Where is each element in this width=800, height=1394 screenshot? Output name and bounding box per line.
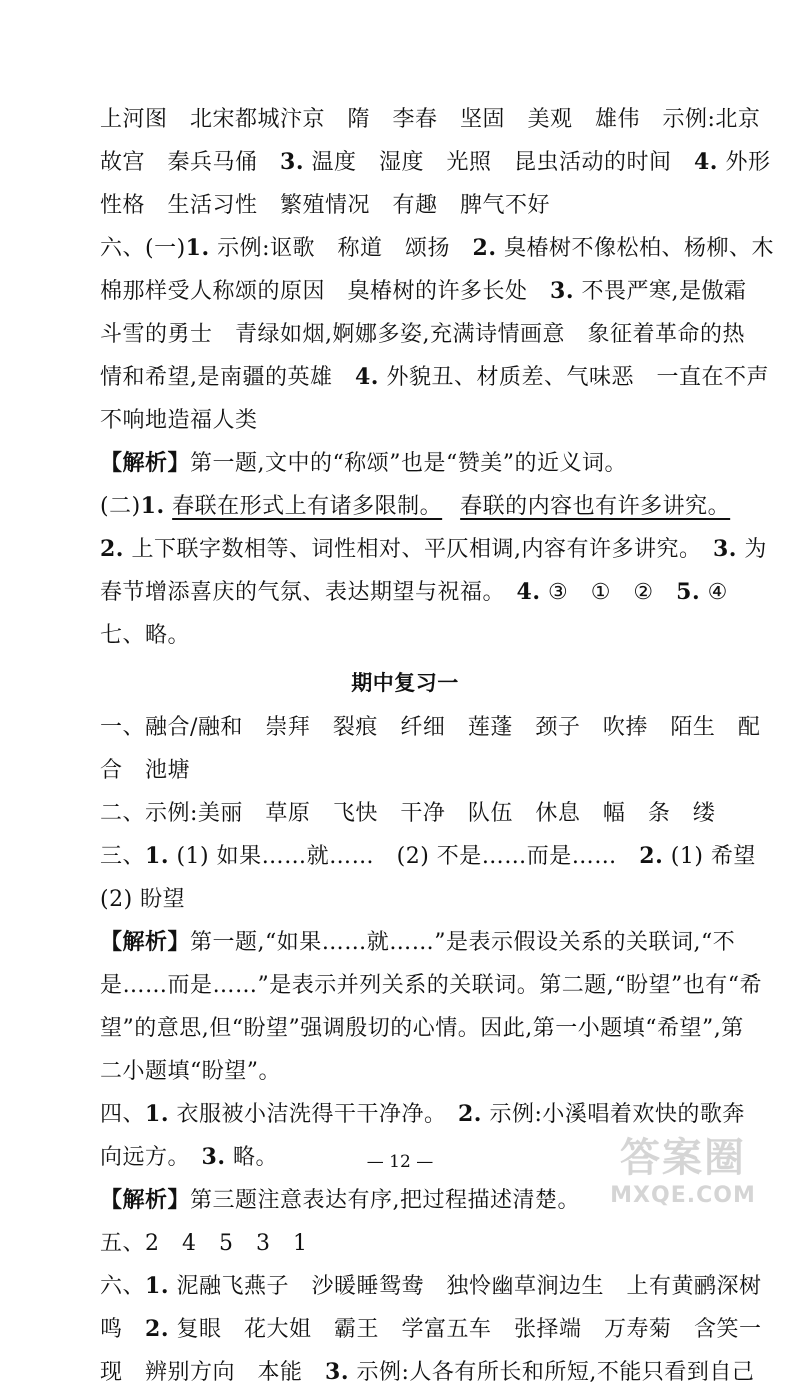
text-line: 是……而是……”是表示并列关系的关联词。第二题,“盼望”也有“希 [100, 973, 762, 998]
text-line: 三、1. (1) 如果……就…… (2) 不是……而是…… 2. (1) 希望 [100, 843, 756, 869]
text-line: 望”的意思,但“盼望”强调殷切的心情。因此,第一小题填“希望”,第 [100, 1016, 744, 1041]
text-line: 合 池塘 [100, 758, 191, 783]
text-line: 现 辨别方向 本能 3. 示例:人各有所长和所短,不能只看到自己 [100, 1359, 755, 1385]
text-line: 性格 生活习性 繁殖情况 有趣 脾气不好 [100, 193, 551, 218]
text-line: 二小题填“盼望”。 [100, 1059, 281, 1084]
analysis-line: 【解析】第一题,文中的“称颂”也是“赞美”的近义词。 [100, 450, 627, 476]
page-number: — 12 — [366, 1152, 434, 1172]
text-line: (二)1. 春联在形式上有诸多限制。 春联的内容也有许多讲究。 [100, 493, 731, 519]
section-title: 期中复习一 [351, 670, 459, 695]
text-line: 六、(一)1. 示例:讴歌 称道 颂扬 2. 臭椿树不像松柏、杨柳、木 [100, 235, 775, 261]
text-line: 上河图 北宋都城汴京 隋 李春 坚固 美观 雄伟 示例:北京 [100, 107, 761, 132]
text-line: 棉那样受人称颂的原因 臭椿树的许多长处 3. 不畏严寒,是傲霜 [100, 278, 747, 304]
text-line: 春节增添喜庆的气氛、表达期望与祝福。 4. ③ ① ② 5. ④ [100, 579, 728, 605]
watermark-logo [588, 1126, 778, 1216]
text-line: 一、融合/融和 崇拜 裂痕 纤细 莲蓬 颈子 吹捧 陌生 配 [100, 715, 761, 740]
analysis-line: 【解析】第一题,“如果……就……”是表示假设关系的关联词,“不 [100, 929, 736, 955]
text-line: 故宫 秦兵马俑 3. 温度 湿度 光照 昆虫活动的时间 4. 外形 [100, 149, 771, 175]
text-line: 五、2 4 5 3 1 [100, 1231, 308, 1256]
watermark-top: 答案圈 [620, 1135, 746, 1181]
watermark-bottom: MXQE.COM [610, 1183, 756, 1208]
text-line: 四、1. 衣服被小洁洗得干干净净。 2. 示例:小溪唱着欢快的歌奔 [100, 1101, 745, 1127]
text-line: (2) 盼望 [100, 887, 186, 912]
text-line: 斗雪的勇士 青绿如烟,婀娜多姿,充满诗情画意 象征着革命的热 [100, 322, 745, 347]
text-line: 不响地造福人类 [100, 408, 258, 433]
text-line: 情和希望,是南疆的英雄 4. 外貌丑、材质差、气味恶 一直在不声 [100, 364, 769, 390]
text-line: 二、示例:美丽 草原 飞快 干净 队伍 休息 幅 条 缕 [100, 801, 716, 826]
text-line: 七、略。 [100, 623, 191, 648]
text-line: 2. 上下联字数相等、词性相对、平仄相调,内容有许多讲究。 3. 为 [100, 536, 767, 562]
text-line: 六、1. 泥融飞燕子 沙暖睡鸳鸯 独怜幽草涧边生 上有黄鹂深树 [100, 1273, 762, 1299]
underlined-answer: 春联在形式上有诸多限制。 [172, 494, 443, 519]
text-line: 鸣 2. 复眼 花大姐 霸王 学富五车 张择端 万寿菊 含笑一 [100, 1316, 762, 1342]
underlined-answer: 春联的内容也有许多讲究。 [460, 494, 731, 519]
text-line: 向远方。 3. 略。 [100, 1144, 278, 1170]
analysis-line: 【解析】第三题注意表达有序,把过程描述清楚。 [100, 1187, 581, 1213]
